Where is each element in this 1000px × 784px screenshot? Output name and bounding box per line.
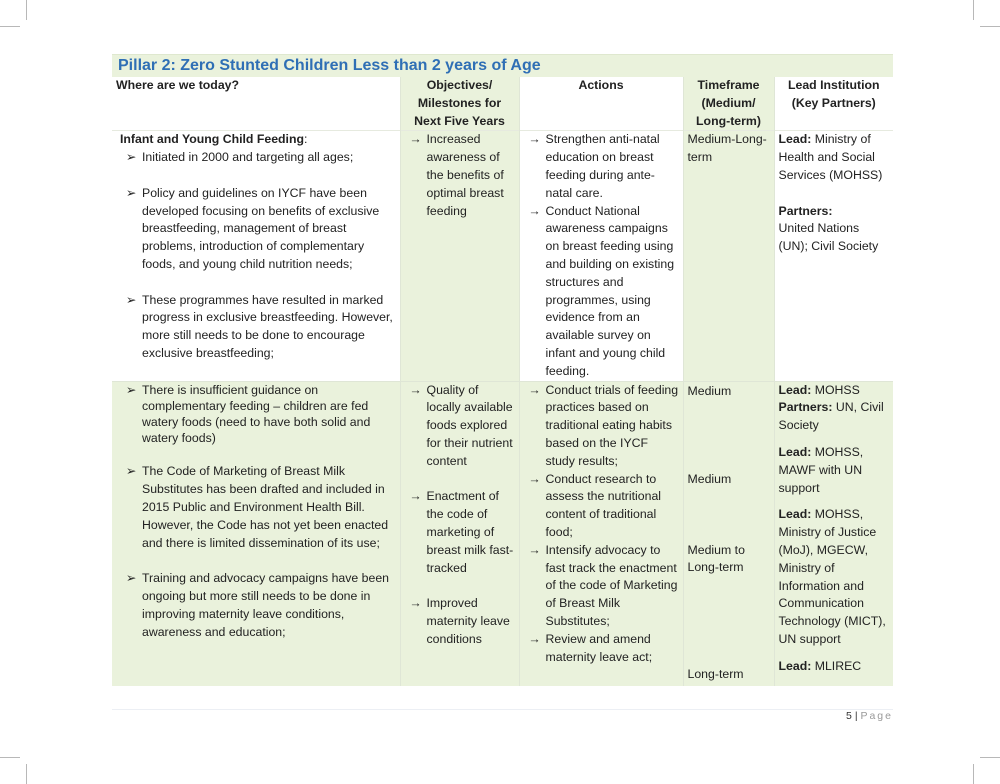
timeframe-cell: Medium-Long-term xyxy=(683,131,774,381)
list-item: ➢ Initiated in 2000 and targeting all ages; xyxy=(120,149,396,167)
arrow-icon: → xyxy=(409,596,422,611)
arrow-icon: → xyxy=(409,132,422,147)
crop-mark xyxy=(26,0,27,20)
bullet-icon: ➢ xyxy=(125,185,137,200)
lead-cell: Lead: MOHSS Partners: UN, Civil Society Lead: MOHSS, MAWF with UN support Lead: MOHSS, Ministry of Justice (MoJ), MGECW, Ministry of Information and Communication Technology (MICT), UN support Lead: MLIREC xyxy=(774,381,893,686)
crop-mark xyxy=(973,764,974,784)
timeframe-text: Medium to Long-term xyxy=(687,542,745,575)
crop-mark xyxy=(980,757,1000,758)
list-item: → Strengthen anti-natal education on breast feeding during ante-natal care. xyxy=(524,131,679,202)
arrow-icon: → xyxy=(528,471,541,486)
arrow-icon: → xyxy=(528,542,541,557)
arrow-icon: → xyxy=(528,631,541,646)
crop-mark xyxy=(0,26,20,27)
arrow-icon: → xyxy=(409,489,422,504)
list-item: ➢ These programmes have resulted in marked progress in exclusive breastfeeding. However, more still needs to be done to encourage exclusive breastfeeding; xyxy=(120,292,396,363)
bullet-icon: ➢ xyxy=(125,464,137,479)
today-cell xyxy=(112,131,400,381)
bullet-icon: ➢ xyxy=(125,571,137,586)
list-item: → Increased awareness of the benefits of optimal breast feeding xyxy=(405,131,515,220)
list-item: → Improved maternity leave conditions xyxy=(405,595,515,648)
list-item: → Conduct trials of feeding practices based on traditional eating habits based on the IYCF study results; xyxy=(524,382,679,471)
header-today: Where are we today? xyxy=(112,77,400,131)
section-heading: Infant and Young Child Feeding: xyxy=(120,132,308,147)
timeframe-text: Medium xyxy=(687,471,732,486)
list-item: ➢ There is insufficient guidance on complementary feeding – children are fed watery foods (need to have both solid and watery foods) xyxy=(120,382,396,446)
list-item: → Conduct National awareness campaigns on breast feeding using and building on existing structures and programmes, using evidence from an available survey on infant and young child feeding. xyxy=(524,203,679,381)
table-row xyxy=(112,131,893,381)
lead-cell: Lead: Ministry of Health and Social Services (MOHSS) Partners: United Nations (UN); Civil Society xyxy=(774,131,893,381)
timeframe-text: Medium xyxy=(687,383,732,398)
header-objectives: Objectives/ Milestones for Next Five Years xyxy=(400,77,519,131)
list-item: → Conduct research to assess the nutritional content of traditional food; xyxy=(524,471,679,542)
list-item: → Intensify advocacy to fast track the enactment of the code of Marketing of Breast Milk Substitutes; xyxy=(524,542,679,631)
footer-divider xyxy=(112,709,893,710)
list-item: → Review and amend maternity leave act; xyxy=(524,631,679,667)
list-item: ➢ Training and advocacy campaigns have been ongoing but more still needs to be done in improving maternity leave conditions, awareness and education; xyxy=(120,570,396,641)
timeframe-text: Long-term xyxy=(687,666,744,681)
arrow-icon: → xyxy=(409,382,422,397)
table-row xyxy=(112,381,893,686)
page-number: 5 | Page xyxy=(846,710,893,722)
pillar-table xyxy=(112,77,893,686)
crop-mark xyxy=(973,0,974,20)
today-cell xyxy=(112,381,400,686)
bullet-icon: ➢ xyxy=(125,292,137,307)
crop-mark xyxy=(980,26,1000,27)
header-actions: Actions xyxy=(519,77,683,131)
arrow-icon: → xyxy=(528,132,541,147)
crop-mark xyxy=(0,757,20,758)
arrow-icon: → xyxy=(528,382,541,397)
header-timeframe: Timeframe (Medium/ Long-term) xyxy=(683,77,774,131)
bullet-icon: ➢ xyxy=(125,150,137,165)
actions-cell xyxy=(519,381,683,686)
arrow-icon: → xyxy=(528,203,541,218)
list-item: → Enactment of the code of marketing of breast milk fast-tracked xyxy=(405,488,515,577)
actions-cell xyxy=(519,131,683,381)
bullet-icon: ➢ xyxy=(125,382,137,397)
list-item: → Quality of locally available foods explored for their nutrient content xyxy=(405,382,515,471)
pillar-title: Pillar 2: Zero Stunted Children Less than 2 years of Age xyxy=(118,57,541,74)
objectives-cell xyxy=(400,381,519,686)
crop-mark xyxy=(26,764,27,784)
list-item: ➢ The Code of Marketing of Breast Milk Substitutes has been drafted and included in 2015 Public and Environment Health Bill. However, the Code has not yet been enacted and there is limited dissemination of its use; xyxy=(120,463,396,552)
timeframe-cell xyxy=(683,381,774,686)
objectives-cell xyxy=(400,131,519,381)
list-item: ➢ Policy and guidelines on IYCF have been developed focusing on benefits of exclusive breastfeeding, management of breast problems, introduction of complementary foods, and young child nutrition needs; xyxy=(120,185,396,274)
pillar-title-bar xyxy=(112,54,893,77)
header-lead: Lead Institution (Key Partners) xyxy=(774,77,893,131)
table-header-row xyxy=(112,77,893,131)
